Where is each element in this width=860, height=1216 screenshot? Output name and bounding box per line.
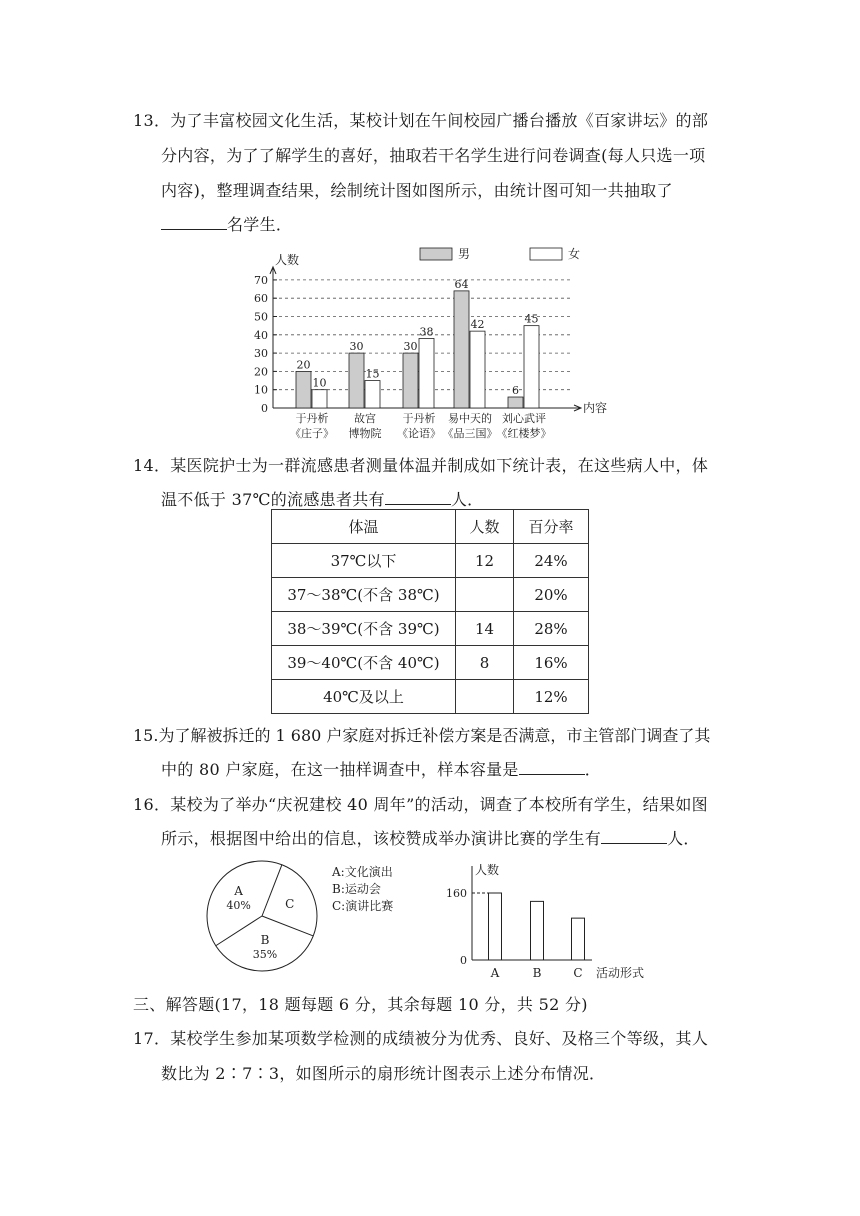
- data-label: 30: [403, 340, 418, 354]
- table-cell: 12%: [514, 680, 589, 714]
- x-tick-label: B: [532, 966, 542, 980]
- y-axis-title: 人数: [475, 863, 500, 877]
- table-header: 人数: [456, 510, 514, 544]
- pie-slice-label: B: [260, 933, 270, 948]
- table-cell: [456, 680, 514, 714]
- bar: [312, 390, 327, 408]
- q14-line-2: [161, 489, 483, 511]
- legend-label: 男: [458, 247, 471, 261]
- temperature-table: [271, 509, 589, 714]
- y-tick-label: 0: [261, 402, 268, 415]
- q15-line-2-text: 中的 80 户家庭，在这一抽样调查中，样本容量是: [161, 760, 519, 779]
- bar: [531, 901, 544, 960]
- q16-line-2-end: 人．: [667, 829, 700, 848]
- table-cell: 24%: [514, 544, 589, 578]
- table-row: [272, 680, 589, 714]
- x-tick-label: 易中天的: [448, 412, 492, 425]
- y-tick-label: 70: [254, 273, 268, 287]
- table-cell: 40℃及以上: [272, 680, 456, 714]
- x-tick-label: 博物院: [348, 427, 382, 440]
- x-axis-title: 活动形式: [596, 966, 645, 980]
- bar: [365, 381, 380, 408]
- pie-slice-label: A: [234, 883, 243, 898]
- pie-chart-activity: [200, 860, 430, 980]
- table-cell: 20%: [514, 578, 589, 612]
- q13-line-1: 13．为了丰富校园文化生活，某校计划在午间校园广播台播放《百家讲坛》的部: [133, 111, 709, 130]
- bar-chart-program-preference: [240, 240, 630, 445]
- q16-line-2: [161, 828, 700, 850]
- data-label: 15: [365, 367, 380, 381]
- answer-blank: [601, 829, 667, 844]
- data-label: 10: [312, 376, 327, 390]
- bar: [349, 353, 364, 408]
- q13-line-2: 分内容，为了了解学生的喜好，抽取若干名学生进行问卷调查(每人只选一项: [161, 146, 706, 165]
- q16-line-1: 16．某校为了举办“庆祝建校 40 周年”的活动，调查了本校所有学生，结果如图: [133, 795, 708, 814]
- legend-label: 女: [568, 247, 581, 261]
- pie-slice-percent: 35%: [252, 948, 278, 962]
- legend-swatch: [530, 248, 562, 260]
- bar-chart-activity: [440, 858, 670, 982]
- table-cell: 16%: [514, 646, 589, 680]
- table-cell: 12: [456, 544, 514, 578]
- answer-blank: [519, 760, 585, 775]
- bar: [470, 331, 485, 408]
- y-tick-label: 50: [254, 310, 268, 324]
- y-axis-title: 人数: [275, 252, 300, 267]
- table-cell: 28%: [514, 612, 589, 646]
- data-label: 20: [296, 358, 311, 372]
- table-row: [272, 544, 589, 578]
- q17-line-1: 17．某校学生参加某项数学检测的成绩被分为优秀、良好、及格三个等级，其人: [133, 1029, 709, 1048]
- bar: [572, 918, 585, 960]
- pie-legend-item: B:运动会: [332, 882, 381, 896]
- section-title: 三、解答题(17，18 题每题 6 分，其余每题 10 分，共 52 分): [133, 995, 588, 1014]
- q15-line-2-end: ．: [584, 760, 602, 779]
- y-tick-label: 160: [446, 887, 467, 900]
- q13-line-4-text: 名学生．: [227, 215, 293, 234]
- table-cell: 38～39℃(不含 39℃): [272, 612, 456, 646]
- pie-legend-item: C:演讲比赛: [332, 899, 394, 913]
- pie-slice-label: C: [285, 896, 295, 911]
- q14-line-1: 14．某医院护士为一群流感患者测量体温并制成如下统计表，在这些病人中，体: [133, 456, 709, 475]
- data-label: 38: [419, 325, 434, 339]
- x-tick-label: 《庄子》: [290, 427, 334, 440]
- y-tick-label: 0: [460, 954, 467, 967]
- answer-blank: [385, 490, 451, 505]
- x-tick-label: 《红楼梦》: [496, 427, 552, 440]
- data-label: 45: [524, 312, 539, 326]
- table-cell: 37～38℃(不含 38℃): [272, 578, 456, 612]
- x-tick-label: A: [490, 966, 500, 980]
- q14-line-2-end: 人．: [450, 490, 484, 509]
- legend-swatch: [420, 248, 452, 260]
- x-tick-label: 刘心武评: [502, 412, 546, 425]
- q15-line-1: 15.为了解被拆迁的 1 680 户家庭对拆迁补偿方案是否满意，市主管部门调查了其: [133, 726, 711, 745]
- table-cell: 14: [456, 612, 514, 646]
- x-tick-label: 《论语》: [397, 427, 441, 440]
- y-tick-label: 40: [254, 328, 268, 342]
- table-cell: 37℃以下: [272, 544, 456, 578]
- data-label: 30: [349, 340, 364, 354]
- table-row: [272, 646, 589, 680]
- table-cell: 39～40℃(不含 40℃): [272, 646, 456, 680]
- table-header: 百分率: [514, 510, 589, 544]
- table-row: [272, 612, 589, 646]
- bar: [454, 291, 469, 408]
- table-header-row: [272, 510, 589, 544]
- bar: [403, 353, 418, 408]
- data-label: 42: [470, 318, 485, 332]
- x-axis-title: 内容: [583, 401, 608, 415]
- table-header: 体温: [272, 510, 456, 544]
- x-tick-label: 于丹析: [295, 412, 329, 425]
- data-label: 6: [512, 384, 519, 398]
- q14-line-2-text: 温不低于 37℃的流感患者共有: [161, 490, 385, 509]
- y-tick-label: 10: [254, 383, 268, 397]
- x-tick-label: 《品三国》: [442, 427, 498, 440]
- q17-line-2: 数比为 2∶7∶3，如图所示的扇形统计图表示上述分布情况．: [161, 1064, 606, 1083]
- q16-line-2-text: 所示，根据图中给出的信息，该校赞成举办演讲比赛的学生有: [161, 829, 602, 848]
- bar: [524, 326, 539, 408]
- x-tick-label: 于丹析: [402, 412, 436, 425]
- table-cell: [456, 578, 514, 612]
- bar: [489, 893, 502, 960]
- q13-line-4: [161, 214, 292, 236]
- y-tick-label: 30: [254, 347, 268, 361]
- table-cell: 8: [456, 646, 514, 680]
- pie-slice-percent: 40%: [226, 898, 251, 912]
- bar: [419, 338, 434, 408]
- pie-legend-item: A:文化演出: [332, 865, 393, 879]
- bar: [296, 371, 311, 408]
- q15-line-2: [161, 759, 601, 781]
- table-row: [272, 578, 589, 612]
- bar: [508, 397, 523, 408]
- y-tick-label: 60: [254, 292, 268, 306]
- x-tick-label: 故宫: [354, 412, 376, 425]
- q13-line-3: 内容)，整理调查结果，绘制统计图如图所示，由统计图可知一共抽取了: [161, 181, 673, 200]
- x-tick-label: C: [573, 966, 583, 980]
- answer-blank: [161, 215, 227, 230]
- y-tick-label: 20: [254, 365, 268, 379]
- data-label: 64: [454, 277, 469, 291]
